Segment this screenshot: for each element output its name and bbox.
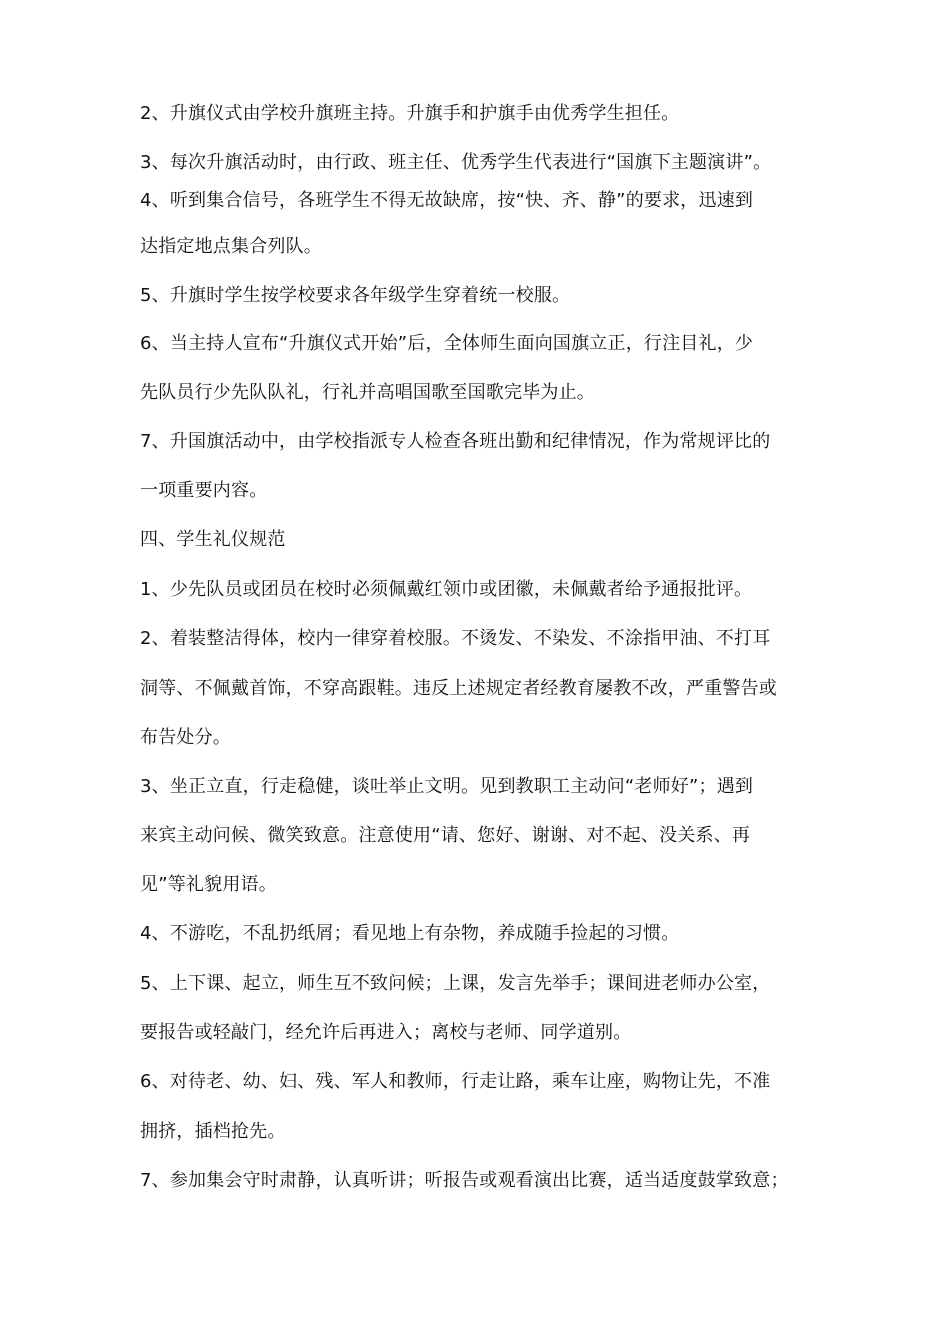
text-line: 1、少先队员或团员在校时必须佩戴红领巾或团徽，未佩戴者给予通报批评。	[140, 579, 753, 600]
text-line: 7、升国旗活动中，由学校指派专人检查各班出勤和纪律情况，作为常规评比的	[140, 431, 771, 452]
section-heading: 四、学生礼仪规范	[140, 529, 286, 550]
text-line: 先队员行少先队队礼，行礼并高唱国歌至国歌完毕为止。	[140, 382, 595, 403]
text-line: 2、升旗仪式由学校升旗班主持。升旗手和护旗手由优秀学生担任。	[140, 103, 680, 124]
text-line: 要报告或轻敲门，经允许后再进入；离校与老师、同学道别。	[140, 1022, 632, 1043]
text-line: 达指定地点集合列队。	[140, 236, 322, 257]
text-line: 6、当主持人宣布“升旗仪式开始”后，全体师生面向国旗立正，行注目礼，少	[140, 333, 754, 354]
text-line: 洞等、不佩戴首饰，不穿高跟鞋。违反上述规定者经教育屡教不改，严重警告或	[140, 678, 777, 699]
text-line: 5、上下课、起立，师生互不致问候；上课，发言先举手；课间进老师办公室，	[140, 973, 771, 994]
text-line: 见”等礼貌用语。	[140, 874, 277, 895]
text-line: 6、对待老、幼、妇、残、军人和教师，行走让路，乘车让座，购物让先，不准	[140, 1071, 771, 1092]
text-line: 5、升旗时学生按学校要求各年级学生穿着统一校服。	[140, 285, 571, 306]
text-line: 7、参加集会守时肃静，认真听讲；听报告或观看演出比赛，适当适度鼓掌致意；	[140, 1170, 789, 1191]
text-line: 4、不游吃，不乱扔纸屑；看见地上有杂物，养成随手捡起的习惯。	[140, 923, 680, 944]
text-line: 来宾主动问候、微笑致意。注意使用“请、您好、谢谢、对不起、没关系、再	[140, 825, 751, 846]
text-line: 2、着装整洁得体，校内一律穿着校服。不烫发、不染发、不涂指甲油、不打耳	[140, 628, 771, 649]
text-line: 布告处分。	[140, 727, 231, 748]
text-line: 3、坐正立直，行走稳健，谈吐举止文明。见到教职工主动问“老师好”；遇到	[140, 776, 754, 797]
text-line: 拥挤，插档抢先。	[140, 1121, 286, 1142]
text-line: 4、听到集合信号，各班学生不得无故缺席，按“快、齐、静”的要求，迅速到	[140, 190, 754, 211]
text-line: 一项重要内容。	[140, 480, 268, 501]
text-line: 3、每次升旗活动时，由行政、班主任、优秀学生代表进行“国旗下主题演讲”。	[140, 152, 772, 173]
